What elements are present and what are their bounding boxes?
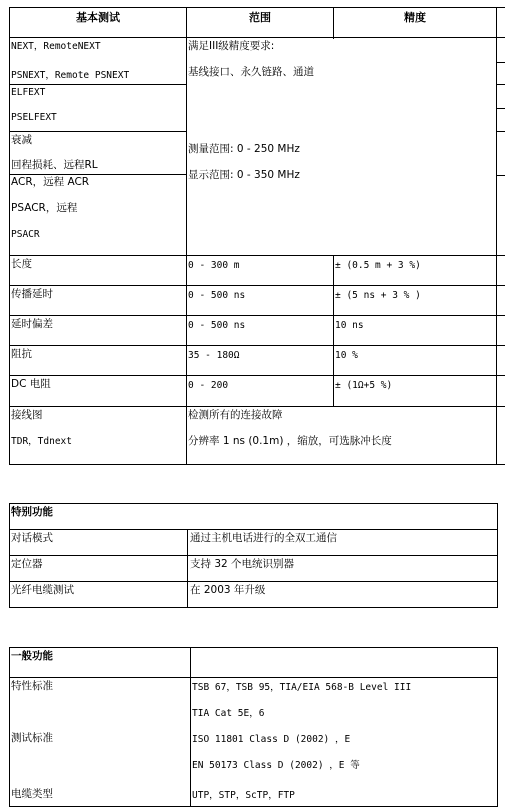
row-range: 0 - 500 ns <box>188 320 246 331</box>
header-accuracy: 精度 <box>404 11 426 24</box>
row-accuracy: ± (0.5 m + 3 %) <box>335 260 421 271</box>
row-label: DC 电阻 <box>11 378 51 390</box>
cell-psnext: PSNEXT，Remote PSNEXT <box>11 70 130 81</box>
tdr-label: TDR，Tdnext <box>11 436 72 447</box>
special-functions-title: 特别功能 <box>11 506 53 518</box>
wiremap-label: 接线图 <box>11 409 43 421</box>
row-accuracy: 10 % <box>335 350 358 361</box>
cable-types: UTP，STP，ScTP，FTP <box>192 790 295 801</box>
range-requirement: 满足III级精度要求: <box>188 40 275 52</box>
general-functions-title: 一般功能 <box>11 650 53 662</box>
special-row-label: 对话模式 <box>11 532 53 544</box>
test-standard-label: 测试标准 <box>11 732 53 744</box>
row-range: 0 - 500 ns <box>188 290 246 301</box>
wiremap-value: 检测所有的连接故障 <box>188 409 283 421</box>
header-range: 范围 <box>249 11 271 24</box>
special-row-value: 支持 32 个电统识别器 <box>190 558 295 570</box>
standard-line-4: EN 50173 Class D (2002) ，E 等 <box>192 760 360 771</box>
cell-psacr-remote: PSACR，远程 <box>11 202 78 214</box>
cell-next: NEXT，RemoteNEXT <box>11 41 101 52</box>
special-row-value: 通过主机电话进行的全双工通信 <box>190 532 337 544</box>
range-display: 显示范围: 0 - 350 MHz <box>188 169 300 181</box>
cell-elfext: ELFEXT <box>11 87 46 98</box>
cable-type-label: 电缆类型 <box>11 788 53 800</box>
standard-line-2: TIA Cat 5E，6 <box>192 708 265 719</box>
cell-pselfext: PSELFEXT <box>11 112 57 123</box>
row-label: 传播延时 <box>11 288 53 300</box>
header-basic-test: 基本测试 <box>76 11 120 24</box>
cell-return-loss: 回程损耗、远程RL <box>11 159 98 171</box>
row-range: 35 - 180Ω <box>188 350 240 361</box>
row-label: 阻抗 <box>11 348 32 360</box>
row-label: 长度 <box>11 258 32 270</box>
row-range: 0 - 300 m <box>188 260 240 271</box>
row-label: 延时偏差 <box>11 318 53 330</box>
standard-line-1: TSB 67，TSB 95，TIA/EIA 568-B Level III <box>192 682 412 693</box>
special-row-label: 光纤电缆测试 <box>11 584 74 596</box>
special-row-label: 定位器 <box>11 558 43 570</box>
range-measurement: 测量范围: 0 - 250 MHz <box>188 143 300 155</box>
tdr-value: 分辨率 1 ns (0.1m) ，缩放，可选脉冲长度 <box>188 435 392 447</box>
row-accuracy: ± (1Ω+5 %) <box>335 380 393 391</box>
range-links: 基线接口、永久链路、通道 <box>188 66 314 78</box>
feature-standard-label: 特性标准 <box>11 680 53 692</box>
cell-psacr: PSACR <box>11 229 40 240</box>
row-accuracy: ± (5 ns + 3 % ) <box>335 290 421 301</box>
cell-attenuation: 衰减 <box>11 134 32 146</box>
row-range: 0 - 200 <box>188 380 229 391</box>
cell-acr: ACR，远程 ACR <box>11 176 90 188</box>
standard-line-3: ISO 11801 Class D (2002) ，E <box>192 734 351 745</box>
special-row-value: 在 2003 年升级 <box>190 584 266 596</box>
row-accuracy: 10 ns <box>335 320 364 331</box>
